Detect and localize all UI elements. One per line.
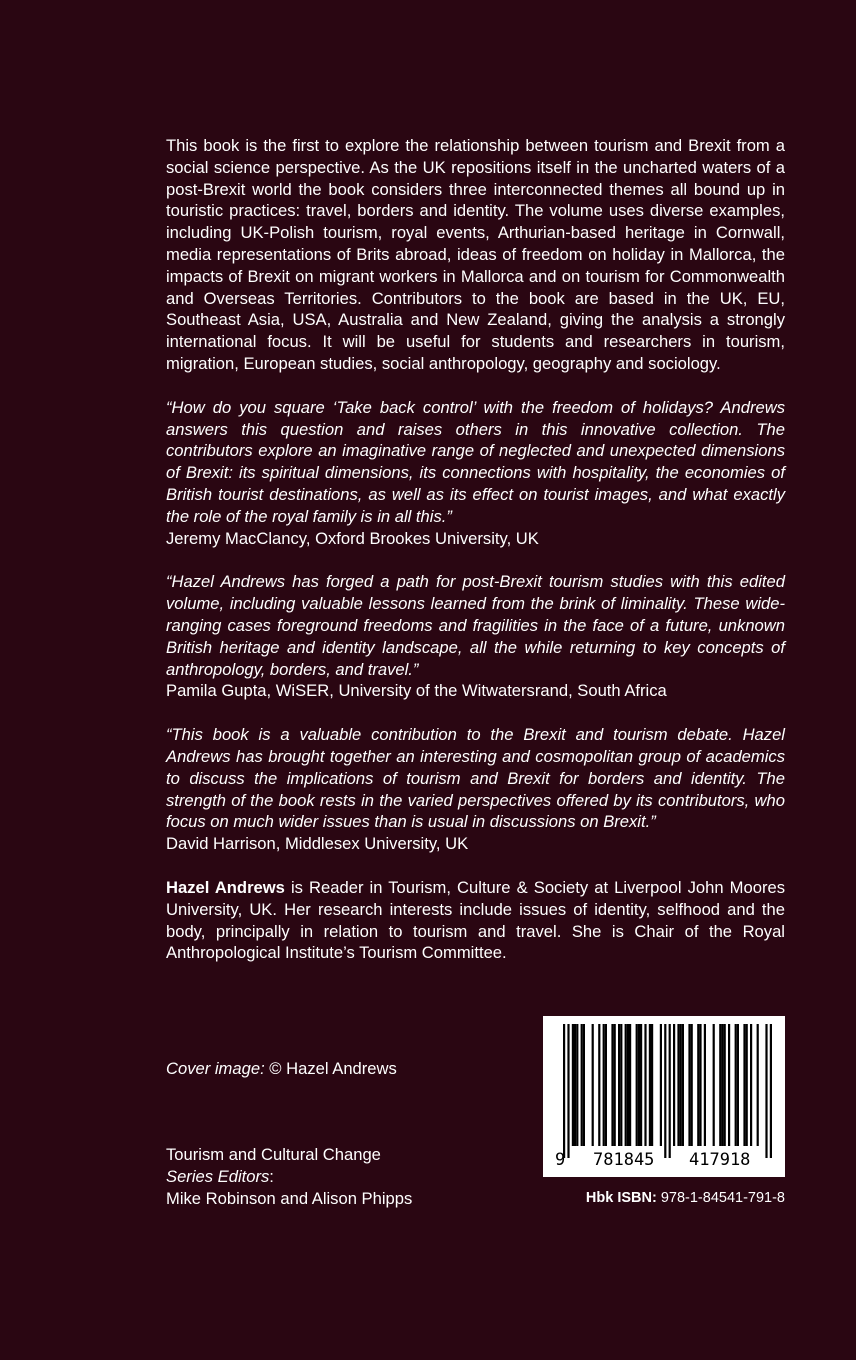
series-editors-heading (166, 1166, 412, 1188)
endorsement-1 (166, 397, 785, 550)
series-title: Tourism and Cultural Change (166, 1145, 381, 1164)
endorsement-attribution: Pamila Gupta, WiSER, University of the Witwatersrand, South Africa (166, 681, 667, 701)
barcode-bar (682, 1024, 684, 1146)
endorsement-3 (166, 724, 785, 855)
barcode-bar (625, 1024, 627, 1146)
barcode-bar (567, 1024, 569, 1158)
barcode-bar (636, 1024, 638, 1146)
barcode-bar (664, 1024, 666, 1158)
barcode-bar (673, 1024, 675, 1146)
series-editors: Mike Robinson and Alison Phipps (166, 1189, 413, 1208)
series-editors-colon: : (269, 1167, 274, 1186)
barcode-digits (543, 1150, 785, 1174)
barcode-bar (640, 1024, 642, 1146)
barcode-bar (651, 1024, 653, 1146)
author-bio (166, 877, 785, 964)
barcode-bar (572, 1024, 574, 1146)
barcode-bar (688, 1024, 690, 1146)
barcode-bar (704, 1024, 706, 1146)
back-cover-text (166, 135, 785, 964)
author-bio-text: is Reader in Tourism, Culture & Society at Liverpool John Moores University, UK. Her research interests include issues of identity, selfhood and the body, principally in relation to tourism and travel. She is Chair of the Royal Anthropological Institute’s Tourism Committee. (166, 877, 786, 963)
barcode-bar (713, 1024, 715, 1146)
endorsement-2 (166, 571, 785, 702)
cover-credit-value: © Hazel Andrews (264, 1059, 397, 1078)
isbn-value: 978-1-84541-791-8 (656, 1190, 785, 1206)
barcode-bar (721, 1024, 723, 1146)
endorsement-text: “How do you square ‘Take back control’ with the freedom of holidays? Andrews answers this question and raises others in this innovative collection. The contributors explore an imaginative range of neglected and unexpected dimensions of Brexit: its spiritual dimensions, its connections with hospitality, the economies of British tourist destinations, as well as its effect on tourist images, and what exactly the role of the royal family is in all this.” (166, 397, 785, 526)
barcode-bar (605, 1024, 607, 1146)
barcode-digit-group: 781845 (593, 1150, 655, 1170)
barcode-digit-group: 9 (555, 1150, 566, 1170)
series-info (166, 1144, 412, 1210)
barcode-bar (765, 1024, 767, 1158)
endorsement-text: “Hazel Andrews has forged a path for post-Brexit tourism studies with this edited volume, including valuable lessons learned from the brink of liminality. These wide-ranging cases foreground freedoms and fragilities in the face of a future, unknown British heritage and identity landscape, all the while returning to key concepts of anthropology, borders, and travel.” (166, 572, 785, 679)
barcode-bar (669, 1024, 671, 1158)
barcode-bar (592, 1024, 594, 1146)
series-editors-label: Series Editors (166, 1167, 270, 1186)
barcode-bar (699, 1024, 701, 1146)
barcode-bar (581, 1024, 583, 1146)
barcode-bar (644, 1024, 646, 1146)
barcode-bar (638, 1024, 640, 1146)
barcode-bar (620, 1024, 622, 1146)
barcode-bar (770, 1024, 772, 1158)
endorsement-attribution: David Harrison, Middlesex University, UK (166, 834, 469, 854)
author-name: Hazel Andrews (166, 877, 285, 897)
barcode-bar (737, 1024, 739, 1146)
barcode-bar (660, 1024, 662, 1146)
barcode-bar (583, 1024, 585, 1146)
barcode-bar (649, 1024, 651, 1146)
barcode-bar (563, 1024, 565, 1158)
barcode-bar (757, 1024, 759, 1146)
barcode-bar (691, 1024, 693, 1146)
cover-credit-label: Cover image: (166, 1059, 265, 1078)
isbn (543, 1189, 785, 1207)
barcode-bar (603, 1024, 605, 1146)
barcode-bar (746, 1024, 748, 1146)
barcode-bar (743, 1024, 745, 1146)
endorsement-text: “This book is a valuable contribution to the Brexit and tourism debate. Hazel Andrews has brought together an interesting and cosmopolitan group of academics to discuss the implications of tourism and Brexit for borders and identity. The strength of the book rests in the varied perspectives offered by its contributors, who focus on much wider issues than is usual in discussions on Brexit.” (166, 725, 785, 832)
barcode-digit-group: 417918 (689, 1150, 751, 1170)
barcode-bar (680, 1024, 682, 1146)
barcode-bar (574, 1024, 576, 1146)
barcode-bar (576, 1024, 578, 1146)
barcode-bar (611, 1024, 613, 1146)
barcode-bar (598, 1024, 600, 1146)
isbn-barcode (543, 1016, 785, 1177)
barcode-bar (629, 1024, 631, 1146)
book-description: This book is the first to explore the relationship between tourism and Brexit from a social science perspective. As the UK repositions itself in the uncharted waters of a post-Brexit world the book considers three interconnected themes all bound up in touristic practices: travel, borders and identity. The volume uses diverse examples, including UK-Polish tourism, royal events, Arthurian-based heritage in Cornwall, media representations of Brits abroad, ideas of freedom on holiday in Mallorca, the impacts of Brexit on migrant workers in Mallorca and on tourism for Commonwealth and Overseas Territories. Contributors to the book are based in the UK, EU, Southeast Asia, USA, Australia and New Zealand, giving the analysis a strongly international focus. It will be useful for students and researchers in tourism, migration, European studies, social anthropology, geography and sociology. (166, 136, 785, 373)
isbn-label: Hbk ISBN: (585, 1190, 657, 1206)
barcode-bar (677, 1024, 679, 1146)
barcode-bar (724, 1024, 726, 1146)
endorsement-attribution: Jeremy MacClancy, Oxford Brookes University, UK (166, 528, 539, 548)
barcode-bar (697, 1024, 699, 1146)
barcode-bar (719, 1024, 721, 1146)
barcode-bar (627, 1024, 629, 1146)
barcode-bar (728, 1024, 730, 1146)
barcode-bar (618, 1024, 620, 1146)
barcode-bar (750, 1024, 752, 1146)
cover-image-credit (166, 1058, 397, 1080)
barcode-bar (614, 1024, 616, 1146)
barcode-bar (735, 1024, 737, 1146)
